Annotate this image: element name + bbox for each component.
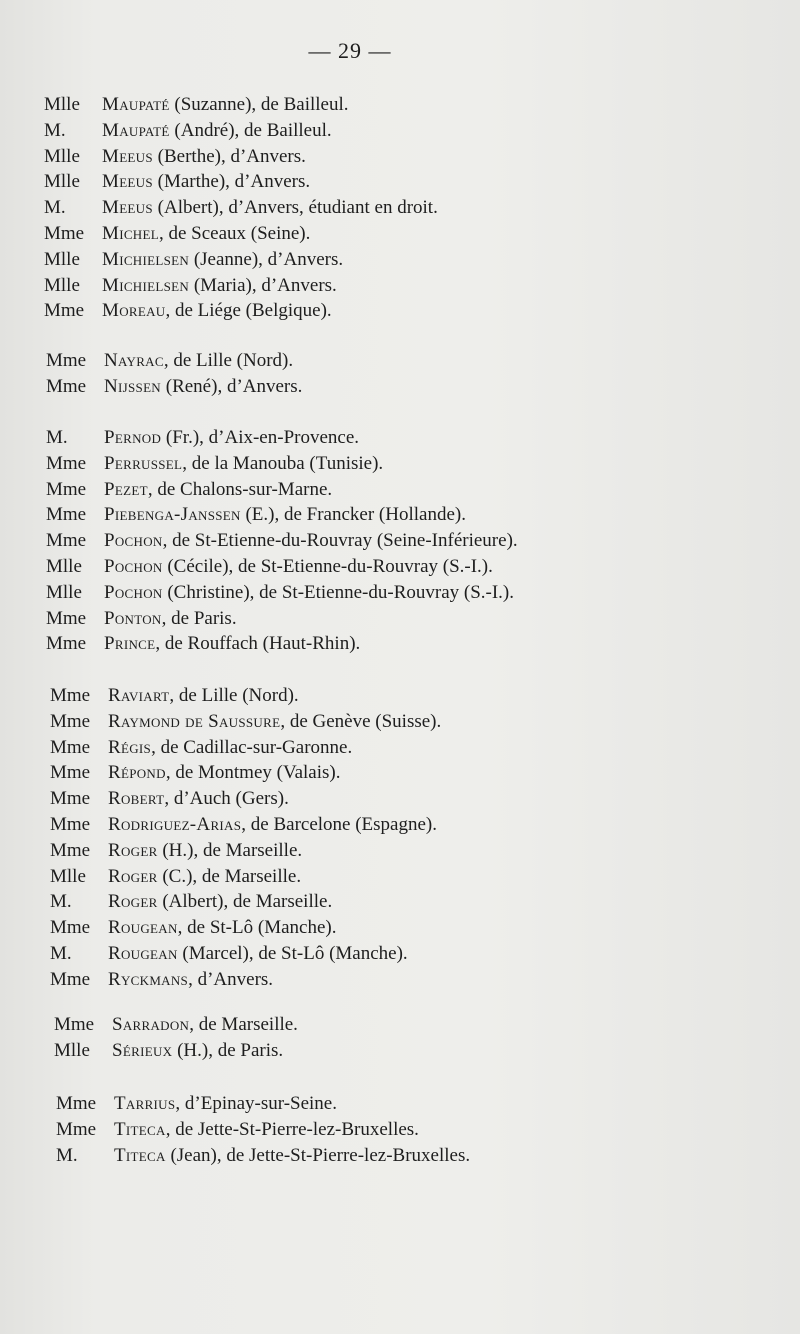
- honorific: Mme: [46, 478, 87, 500]
- entry-text: [108, 967, 273, 993]
- surname: Rodriguez-Arias: [108, 814, 242, 835]
- details: (André), de Bailleul.: [169, 119, 332, 141]
- surname: Rougean: [108, 917, 178, 939]
- entry-text: [102, 273, 337, 299]
- honorific: Mme: [54, 1014, 95, 1035]
- entry-text: [104, 580, 514, 606]
- surname: Pochon: [104, 581, 163, 603]
- surname: Meeus: [102, 145, 153, 167]
- entry-text: [114, 1143, 470, 1169]
- details: , de Montmey (Valais).: [165, 762, 341, 784]
- honorific: Mme: [46, 452, 87, 474]
- surname: Maupaté: [102, 119, 170, 141]
- entry-text: [108, 760, 340, 786]
- honorific: Mme: [56, 1093, 97, 1114]
- entry-text: [112, 1012, 298, 1038]
- surname: Pochon: [104, 530, 163, 552]
- honorific: Mme: [50, 839, 91, 861]
- details: , de Jette-St-Pierre-lez-Bruxelles.: [165, 1118, 419, 1140]
- details: , de Lille (Nord).: [169, 685, 299, 706]
- honorific: Mme: [50, 814, 91, 835]
- entry-text: [108, 864, 301, 890]
- surname: Régis: [108, 736, 152, 758]
- surname: Michielsen: [102, 274, 190, 296]
- details: , de Barcelone (Espagne).: [241, 814, 437, 835]
- details: , d’Epinay-sur-Seine.: [175, 1093, 337, 1114]
- honorific: M.: [50, 891, 72, 913]
- details: (René), d’Anvers.: [161, 375, 303, 397]
- details: (Berthe), d’Anvers.: [152, 145, 306, 167]
- details: , d’Anvers.: [188, 968, 274, 990]
- honorific: Mlle: [44, 94, 80, 115]
- surname: Ponton: [104, 607, 162, 629]
- details: , de Chalons-sur-Marne.: [147, 478, 333, 500]
- surname: Sarradon: [112, 1014, 190, 1035]
- details: , d’Auch (Gers).: [164, 788, 289, 810]
- surname: Piebenga-Janssen: [104, 504, 241, 526]
- details: (H.), de Marseille.: [157, 839, 303, 861]
- entry-text: [104, 451, 383, 477]
- entry-text: [108, 786, 289, 812]
- details: , de Liége (Belgique).: [165, 300, 332, 322]
- honorific: Mme: [46, 350, 87, 371]
- surname: Meeus: [102, 197, 153, 219]
- honorific: Mme: [50, 736, 91, 758]
- entry-text: [108, 683, 299, 709]
- surname: Robert: [108, 788, 165, 810]
- surname: Roger: [108, 891, 158, 913]
- entry-text: [108, 709, 441, 735]
- entry-text: [102, 247, 343, 273]
- surname: Pezet: [104, 478, 148, 500]
- honorific: Mlle: [44, 248, 80, 270]
- details: (C.), de Marseille.: [157, 865, 302, 887]
- entry-text: [108, 838, 302, 864]
- surname: Moreau: [102, 300, 166, 322]
- details: , de Paris.: [161, 607, 237, 629]
- surname: Nayrac: [104, 350, 164, 371]
- entry-text: [102, 118, 332, 144]
- surname: Michel: [102, 223, 159, 244]
- entry-text: [104, 425, 359, 451]
- honorific: Mlle: [44, 145, 80, 167]
- honorific: Mlle: [44, 171, 80, 193]
- entry-text: [102, 195, 438, 221]
- surname: Raymond de Saussure: [108, 710, 281, 732]
- details: , de la Manouba (Tunisie).: [182, 452, 384, 474]
- details: , de Genève (Suisse).: [280, 710, 442, 732]
- details: (Suzanne), de Bailleul.: [169, 94, 349, 115]
- honorific: M.: [44, 119, 66, 141]
- entry-text: [104, 348, 293, 374]
- details: , de St-Lô (Manche).: [177, 917, 337, 939]
- entry-text: [102, 92, 349, 118]
- entry-text: [102, 221, 310, 247]
- entry-text: [104, 477, 332, 503]
- surname: Pernod: [104, 427, 162, 448]
- honorific: Mlle: [50, 865, 86, 887]
- honorific: Mme: [50, 685, 91, 706]
- details: , de Sceaux (Seine).: [158, 223, 311, 244]
- honorific: Mme: [50, 710, 91, 732]
- honorific: Mme: [50, 762, 91, 784]
- honorific: Mme: [46, 607, 87, 629]
- details: (Cécile), de St-Etienne-du-Rouvray (S.-I.).: [162, 556, 493, 577]
- honorific: Mme: [46, 530, 87, 552]
- honorific: M.: [56, 1144, 78, 1166]
- surname: Titeca: [114, 1144, 166, 1166]
- details: , de St-Etienne-du-Rouvray (Seine-Inférieure).: [162, 530, 518, 552]
- surname: Roger: [108, 865, 158, 887]
- entry-text: [102, 169, 310, 195]
- details: (H.), de Paris.: [172, 1039, 284, 1061]
- honorific: Mlle: [44, 274, 80, 296]
- entry-text: [102, 144, 306, 170]
- honorific: Mme: [50, 788, 91, 810]
- entry-text: [108, 915, 336, 941]
- entry-text: [114, 1091, 337, 1117]
- details: (Maria), d’Anvers.: [189, 274, 337, 296]
- details: (E.), de Francker (Hollande).: [240, 504, 466, 526]
- entry-text: [104, 528, 518, 554]
- honorific: Mme: [46, 633, 87, 655]
- surname: Tarrius: [114, 1093, 176, 1114]
- honorific: Mme: [44, 223, 85, 244]
- entry-text: [102, 298, 332, 324]
- surname: Répond: [108, 762, 166, 784]
- page-number: — 29 —: [308, 38, 392, 63]
- details: (Christine), de St-Etienne-du-Rouvray (S.-I.).: [162, 581, 515, 603]
- entry-text: [108, 941, 408, 967]
- surname: Nijssen: [104, 375, 161, 397]
- entry-text: [108, 812, 437, 838]
- entry-text: [104, 606, 237, 632]
- honorific: Mme: [56, 1118, 97, 1140]
- honorific: Mme: [44, 300, 85, 322]
- details: , de Cadillac-sur-Garonne.: [151, 736, 353, 758]
- entry-text: [104, 502, 466, 528]
- honorific: Mme: [50, 968, 91, 990]
- surname: Rougean: [108, 943, 178, 964]
- entry-text: [104, 554, 493, 580]
- entry-text: [108, 889, 332, 915]
- entry-text: [114, 1117, 419, 1143]
- entry-text: [104, 631, 360, 657]
- details: (Jean), de Jette-St-Pierre-lez-Bruxelles.: [165, 1144, 471, 1166]
- surname: Perrussel: [104, 452, 183, 474]
- details: (Albert), de Marseille.: [157, 891, 333, 913]
- details: , de Marseille.: [189, 1014, 298, 1035]
- honorific: Mlle: [54, 1039, 90, 1061]
- surname: Prince: [104, 633, 156, 655]
- honorific: Mlle: [46, 581, 82, 603]
- honorific: M.: [50, 943, 72, 964]
- details: (Fr.), d’Aix-en-Provence.: [161, 427, 360, 448]
- surname: Maupaté: [102, 94, 170, 115]
- details: , de Lille (Nord).: [163, 350, 294, 371]
- honorific: Mme: [50, 917, 91, 939]
- surname: Roger: [108, 839, 158, 861]
- honorific: M.: [44, 197, 66, 219]
- honorific: Mme: [46, 504, 87, 526]
- details: (Albert), d’Anvers, étudiant en droit.: [152, 197, 438, 219]
- surname: Sérieux: [112, 1039, 173, 1061]
- entry-text: [108, 735, 352, 761]
- surname: Ryckmans: [108, 968, 189, 990]
- details: (Marcel), de St-Lô (Manche).: [177, 943, 408, 964]
- honorific: Mme: [46, 375, 87, 397]
- honorific: M.: [46, 427, 68, 448]
- details: (Jeanne), d’Anvers.: [189, 248, 344, 270]
- surname: Meeus: [102, 171, 153, 193]
- details: (Marthe), d’Anvers.: [152, 171, 311, 193]
- surname: Michielsen: [102, 248, 190, 270]
- surname: Titeca: [114, 1118, 166, 1140]
- surname: Raviart: [108, 685, 170, 706]
- surname: Pochon: [104, 556, 163, 577]
- entry-text: [112, 1038, 283, 1064]
- entry-text: [104, 374, 302, 400]
- honorific: Mlle: [46, 556, 82, 577]
- details: , de Rouffach (Haut-Rhin).: [155, 633, 361, 655]
